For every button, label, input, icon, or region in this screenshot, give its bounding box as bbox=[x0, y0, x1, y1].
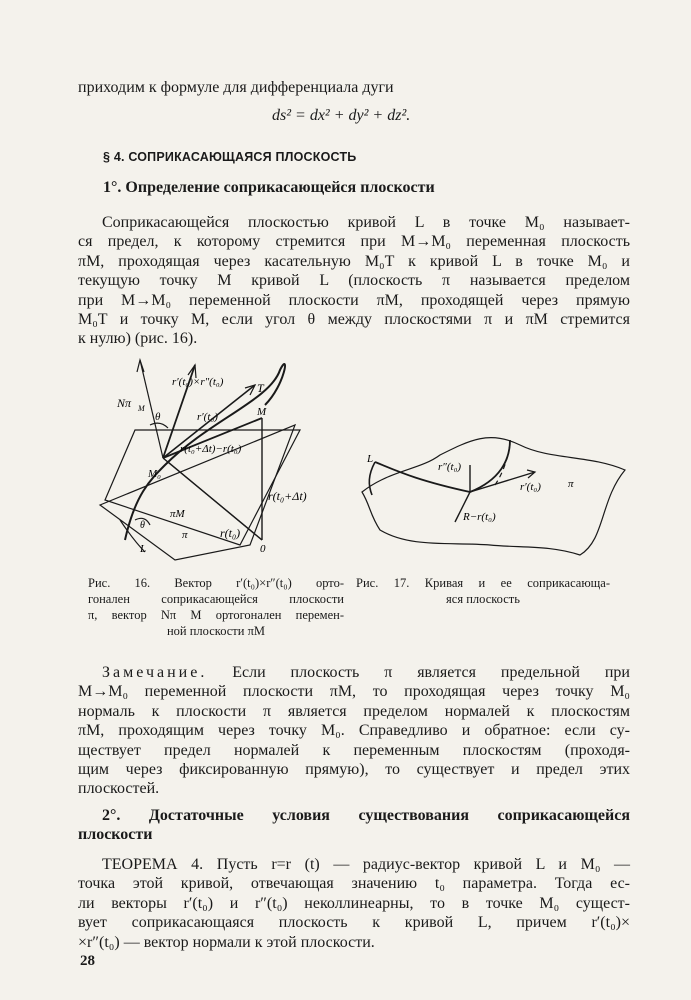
remark-line: нормаль к плоскости π является пределом нормалей к плоскостям bbox=[78, 702, 630, 720]
label-M: M bbox=[257, 406, 267, 418]
theorem-paragraph bbox=[78, 855, 630, 952]
page-number: 28 bbox=[80, 953, 95, 969]
remark-line: πM, проходящим через точку M₀. Справедливо и обратное: если су- bbox=[78, 722, 630, 740]
subsection-title-2 bbox=[78, 806, 630, 845]
theorem-line: ли векторы r′(t₀) и r″(t₀) неколлинеарны, то в точке M₀ сущест- bbox=[78, 894, 630, 912]
caption-fig17 bbox=[356, 575, 610, 607]
label-pi17: π bbox=[568, 478, 574, 490]
definition-line: ся предел, к которому стремится при M→M₀ переменная плоскость bbox=[78, 233, 630, 251]
label-theta2: θ bbox=[140, 520, 145, 531]
label-rprime: r′(t₀) bbox=[197, 411, 218, 423]
label-T: T bbox=[257, 381, 264, 395]
remark-paragraph bbox=[78, 663, 630, 799]
label-r2: r″(t₀) bbox=[438, 461, 462, 473]
label-diff: r(t₀+Δt)−r(t₀) bbox=[180, 443, 242, 455]
subsection-title-1: 1°. Определение соприкасающейся плоскости bbox=[103, 179, 435, 196]
label-L: L bbox=[140, 543, 147, 555]
theorem-line: точка этой кривой, отвечающая значению t₀ параметра. Тогда ес- bbox=[78, 875, 630, 893]
label-rt-dt: r(t₀+Δt) bbox=[268, 489, 307, 503]
caption-line: Рис. 16. Вектор r′(t₀)×r″(t₀) орто- bbox=[88, 576, 344, 590]
subsection-title-2-line2: плоскости bbox=[78, 826, 153, 844]
label-rt0: r(t₀) bbox=[220, 526, 241, 540]
definition-line: M₀T и точку M, если угол θ между плоскостями π и πM стремится bbox=[78, 310, 630, 328]
definition-line: πM, проходящая через касательную M₀T к кривой L в точке M₀ и bbox=[78, 252, 630, 270]
caption-fig16 bbox=[88, 575, 344, 639]
label-N-sub: M bbox=[138, 404, 145, 413]
definition-line: при M→M₀ переменной плоскости πM, проходящей через прямую bbox=[78, 291, 630, 309]
definition-line: Соприкасающейся плоскостью кривой L в точке M₀ называет- bbox=[102, 214, 630, 231]
surface-outline bbox=[362, 438, 625, 555]
theorem-line: ×r″(t₀) — вектор нормали к этой плоскости. bbox=[78, 933, 375, 951]
label-cross: r′(t₀)×r″(t₀) bbox=[172, 376, 224, 388]
remark-line: плоскостей. bbox=[78, 780, 160, 798]
label-M0: M₀ bbox=[148, 468, 161, 480]
intro-line: приходим к формуле для дифференциала дуги bbox=[78, 79, 394, 96]
label-N: Nπ bbox=[117, 396, 132, 410]
remark-line: M→M₀ переменной плоскости πM, то проходящая через точку M₀ bbox=[78, 683, 630, 701]
caption-line: ной плоскости πM bbox=[166, 624, 266, 638]
label-r1: r′(t₀) bbox=[520, 481, 541, 493]
label-piM: πM bbox=[170, 508, 185, 520]
label-R: R−r(t₀) bbox=[463, 511, 496, 523]
definition-line: текущую точку M кривой L (плоскость π называется пределом bbox=[78, 272, 630, 290]
remark-line bbox=[78, 663, 630, 682]
definition-line: к нулю) (рис. 16). bbox=[78, 330, 198, 348]
label-L17: L bbox=[367, 453, 374, 465]
subsection-title-2-line1: 2°. Достаточные условия существования соприкасающейся bbox=[102, 807, 630, 824]
caption-line: яся плоскость bbox=[446, 592, 520, 606]
label-O: 0 bbox=[260, 543, 266, 555]
label-pi: π bbox=[182, 529, 188, 541]
theorem-line: ТЕОРЕМА 4. Пусть r=r (t) — радиус-вектор кривой L и M₀ — bbox=[102, 856, 630, 873]
remark-line: щим через фиксированную прямую), то существует и предел этих bbox=[78, 760, 630, 778]
remark-line: ществует предел нормалей к переменным плоскостям (проходя- bbox=[78, 741, 630, 759]
caption-line: π, вектор Nπ M ортогонален перемен- bbox=[88, 608, 344, 622]
caption-line: Рис. 17. Кривая и ее соприкасающа- bbox=[356, 576, 610, 590]
arc-formula: ds² = dx² + dy² + dz². bbox=[272, 107, 411, 124]
section-title: § 4. СОПРИКАСАЮЩАЯСЯ ПЛОСКОСТЬ bbox=[103, 150, 357, 164]
caption-line: гонален соприкасающейся плоскости bbox=[88, 592, 344, 606]
theorem-line: вует соприкасающаяся плоскость к кривой L, причем r′(t₀)× bbox=[78, 914, 630, 932]
remark-line-text: Если плоскость π является предельной при bbox=[232, 664, 630, 681]
remark-word: Замечание. bbox=[102, 664, 208, 681]
label-theta: θ bbox=[155, 411, 161, 423]
